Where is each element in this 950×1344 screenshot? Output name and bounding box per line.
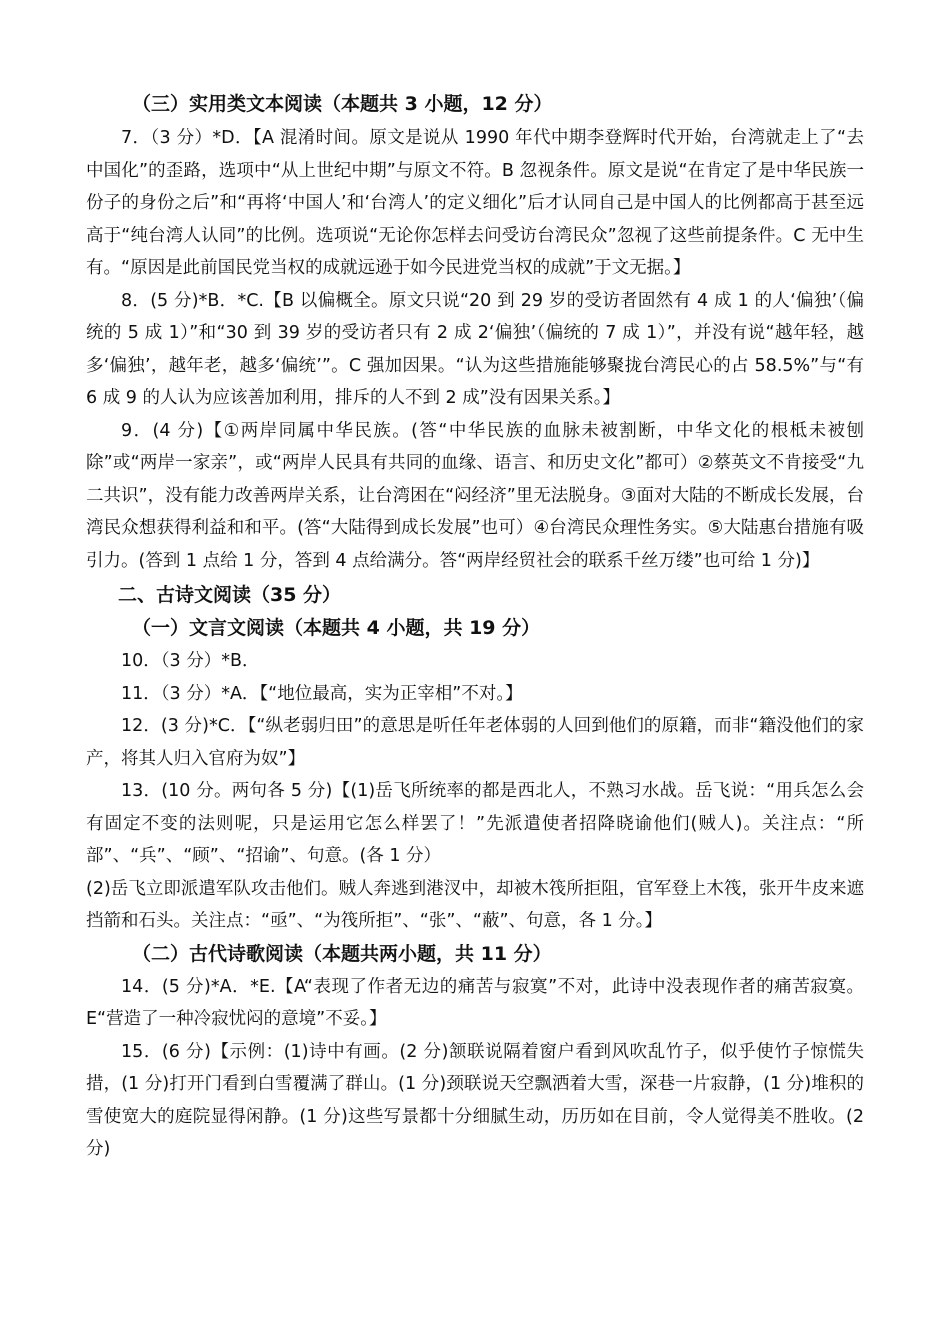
answer-q8: 8．(5 分)*B．*C.【B 以偏概全。原文只说“20 到 29 岁的受访者固然有 4 成 1 的人‘偏独’（偏统的 5 成 1）”和“30 到 39 岁的受访者只有 2 成 2‘偏独’（偏统的 7 成 1）”，并没有说“越年轻，越多‘偏独’，越年老，越多‘偏统’”。C 强加因果。“认为这些措施能够聚拢台湾民心的占 58.5%”与“有 6 成 9 的人认为应该善加利用，排斥的人不到 2 成”没有因果关系。】 (86, 290, 864, 408)
part-heading-classical-reading: 二、古诗文阅读（35 分） (118, 584, 342, 606)
section-heading-classical-prose: （一）文言文阅读（本题共 4 小题，共 19 分） (132, 617, 541, 639)
section-heading-practical-text: （三）实用类文本阅读（本题共 3 小题，12 分） (132, 93, 553, 115)
answer-q10: 10．（3 分）*B． (121, 651, 260, 671)
answer-q11: 11．（3 分）*A．【“地位最高，实为正宰相”不对。】 (121, 683, 523, 704)
answer-q13-part2: (2)岳飞立即派遣军队攻击他们。贼人奔逃到港汊中，却被木筏所拒阻，官军登上木筏，张开牛皮来遮挡箭和石头。关注点：“亟”、“为筏所拒”、“张”、“蔽”、句意，各 1 分。】 (86, 878, 864, 931)
answer-q15: 15．(6 分)【示例：(1)诗中有画。(2 分)颔联说隔着窗户看到风吹乱竹子，似乎使竹子惊慌失措，(1 分)打开门看到白雪覆满了群山。(1 分)颈联说天空飘洒着大雪，深巷一片寂静，(1 分)堆积的雪使宽大的庭院显得闲静。(1 分)这些写景都十分细腻生动，历历如在目前，令人觉得美不胜收。(2 分) (86, 1041, 864, 1159)
answer-q12: 12．(3 分)*C．【“纵老弱归田”的意思是听任年老体弱的人回到他们的原籍，而非“籍没他们的家产，将其人归入官府为奴”】 (86, 716, 864, 769)
answer-q7: 7．（3 分）*D．【A 混淆时间。原文是说从 1990 年代中期李登辉时代开始，台湾就走上了“去中国化”的歪路，选项中“从上世纪中期”与原文不符。B 忽视条件。原文是说“在肯定了是中华民族一份子的身份之后”和“再将‘中国人’和‘台湾人’的定义细化”后才认同自己是中国人的比例都高于甚至远高于“纯台湾人认同”的比例。选项说“无论你怎样去问受访台湾民众”忽视了这些前提条件。C 无中生有。“原因是此前国民党当权的成就远逊于如今民进党当权的成就”于文无据。】 (86, 128, 864, 278)
answer-q13-part1: 13．(10 分。两句各 5 分)【(1)岳飞所统率的都是西北人，不熟习水战。岳飞说：“用兵怎么会有固定不变的法则呢，只是运用它怎么样罢了！”先派遣使者招降晓谕他们(贼人)。关注点：“所部”、“兵”、“顾”、“招谕”、句意。(各 1 分） (86, 781, 864, 866)
answer-q14: 14．(5 分)*A．*E.【A“表现了作者无边的痛苦与寂寞”不对，此诗中没表现作者的痛苦寂寞。E“营造了一种冷寂忧闷的意境”不妥。】 (86, 976, 864, 1029)
section-heading-ancient-poetry: （二）古代诗歌阅读（本题共两小题，共 11 分） (132, 942, 552, 965)
answer-q9: 9．(4 分)【①两岸同属中华民族。(答“中华民族的血脉未被割断，中华文化的根柢未被刨除”或“两岸一家亲”，或“两岸人民具有共同的血缘、语言、和历史文化”都可）②蔡英文不肯接受“九二共识”，没有能力改善两岸关系，让台湾困在“闷经济”里无法脱身。③面对大陆的不断成长发展，台湾民众想获得利益和和平。(答“大陆得到成长发展”也可）④台湾民众理性务实。⑤大陆惠台措施有吸引力。(答到 1 点给 1 分，答到 4 点给满分。答“两岸经贸社会的联系千丝万缕”也可给 1 分)】 (86, 420, 864, 571)
